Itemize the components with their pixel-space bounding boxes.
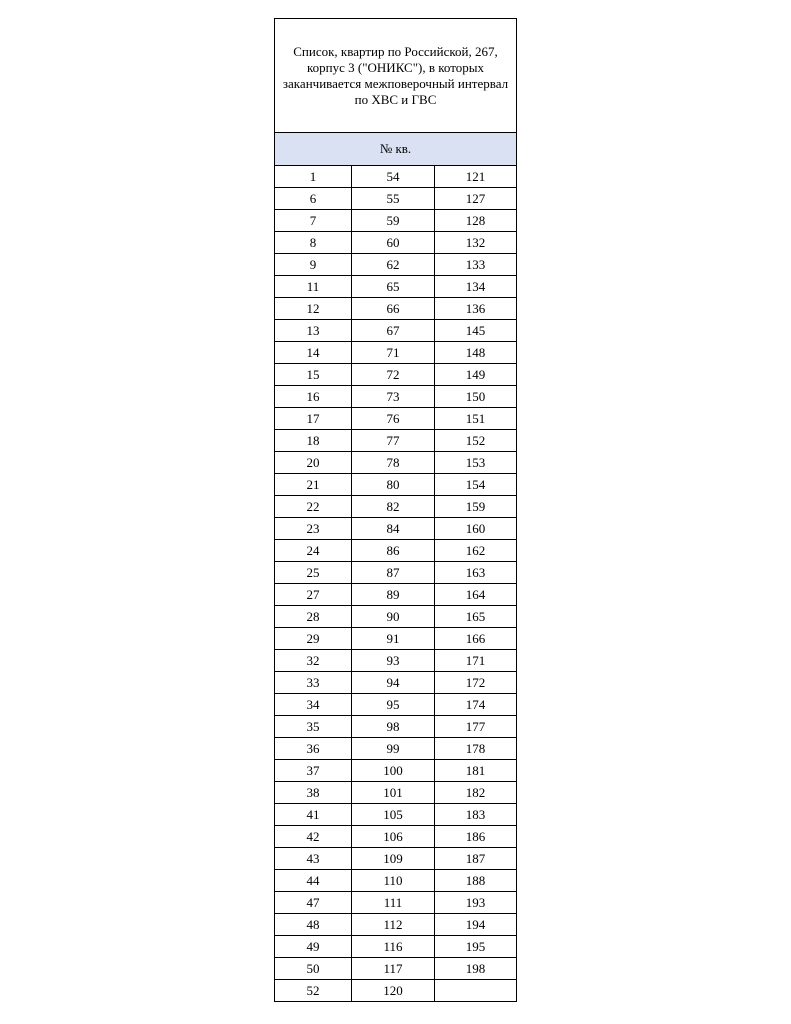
apartment-table	[274, 18, 517, 1002]
apartment-number-cell: 35	[275, 716, 352, 738]
column-header: № кв.	[275, 133, 517, 166]
table-row	[275, 716, 517, 738]
apartment-number-cell: 154	[435, 474, 517, 496]
table-row	[275, 562, 517, 584]
apartment-number-cell: 133	[435, 254, 517, 276]
table-row	[275, 232, 517, 254]
table-row	[275, 936, 517, 958]
table-row	[275, 980, 517, 1002]
apartment-number-cell: 67	[352, 320, 435, 342]
table-row	[275, 518, 517, 540]
apartment-number-cell: 134	[435, 276, 517, 298]
table-row	[275, 364, 517, 386]
apartment-number-cell: 98	[352, 716, 435, 738]
apartment-number-cell: 93	[352, 650, 435, 672]
apartment-number-cell: 66	[352, 298, 435, 320]
apartment-number-cell: 12	[275, 298, 352, 320]
apartment-table-body	[275, 19, 517, 1002]
apartment-number-cell: 91	[352, 628, 435, 650]
apartment-number-cell: 127	[435, 188, 517, 210]
apartment-number-cell: 121	[435, 166, 517, 188]
apartment-number-cell: 183	[435, 804, 517, 826]
table-row	[275, 584, 517, 606]
table-row	[275, 298, 517, 320]
apartment-number-cell: 25	[275, 562, 352, 584]
apartment-number-cell: 116	[352, 936, 435, 958]
apartment-number-cell: 87	[352, 562, 435, 584]
apartment-number-cell: 193	[435, 892, 517, 914]
apartment-number-cell: 24	[275, 540, 352, 562]
apartment-number-cell: 159	[435, 496, 517, 518]
apartment-number-cell: 182	[435, 782, 517, 804]
apartment-number-cell: 59	[352, 210, 435, 232]
apartment-number-cell: 20	[275, 452, 352, 474]
apartment-number-cell: 43	[275, 848, 352, 870]
apartment-number-cell: 80	[352, 474, 435, 496]
table-row	[275, 496, 517, 518]
apartment-number-cell: 117	[352, 958, 435, 980]
apartment-number-cell: 172	[435, 672, 517, 694]
apartment-number-cell: 22	[275, 496, 352, 518]
table-row	[275, 540, 517, 562]
apartment-number-cell: 110	[352, 870, 435, 892]
apartment-number-cell: 13	[275, 320, 352, 342]
table-row	[275, 210, 517, 232]
apartment-number-cell: 195	[435, 936, 517, 958]
apartment-number-cell: 160	[435, 518, 517, 540]
apartment-number-cell: 177	[435, 716, 517, 738]
apartment-number-cell: 28	[275, 606, 352, 628]
apartment-number-cell: 166	[435, 628, 517, 650]
apartment-number-cell: 188	[435, 870, 517, 892]
title-row	[275, 19, 517, 133]
apartment-number-cell: 54	[352, 166, 435, 188]
apartment-number-cell: 32	[275, 650, 352, 672]
apartment-number-cell: 48	[275, 914, 352, 936]
table-row	[275, 914, 517, 936]
apartment-number-cell: 34	[275, 694, 352, 716]
apartment-number-cell: 153	[435, 452, 517, 474]
table-row	[275, 254, 517, 276]
apartment-number-cell: 55	[352, 188, 435, 210]
table-row	[275, 320, 517, 342]
apartment-number-cell: 82	[352, 496, 435, 518]
table-row	[275, 694, 517, 716]
apartment-number-cell: 16	[275, 386, 352, 408]
apartment-number-cell: 11	[275, 276, 352, 298]
table-row	[275, 430, 517, 452]
apartment-number-cell: 7	[275, 210, 352, 232]
apartment-number-cell: 62	[352, 254, 435, 276]
apartment-number-cell: 198	[435, 958, 517, 980]
apartment-number-cell: 136	[435, 298, 517, 320]
apartment-number-cell: 164	[435, 584, 517, 606]
apartment-number-cell: 101	[352, 782, 435, 804]
table-row	[275, 804, 517, 826]
apartment-number-cell: 163	[435, 562, 517, 584]
apartment-number-cell: 72	[352, 364, 435, 386]
apartment-number-cell: 90	[352, 606, 435, 628]
table-row	[275, 826, 517, 848]
table-row	[275, 848, 517, 870]
apartment-number-cell: 47	[275, 892, 352, 914]
apartment-number-cell: 29	[275, 628, 352, 650]
table-row	[275, 386, 517, 408]
apartment-number-cell: 60	[352, 232, 435, 254]
apartment-number-cell: 105	[352, 804, 435, 826]
apartment-number-cell: 149	[435, 364, 517, 386]
table-row	[275, 606, 517, 628]
apartment-number-cell: 187	[435, 848, 517, 870]
apartment-number-cell: 148	[435, 342, 517, 364]
table-row	[275, 892, 517, 914]
apartment-number-cell: 152	[435, 430, 517, 452]
apartment-number-cell: 23	[275, 518, 352, 540]
apartment-number-cell: 111	[352, 892, 435, 914]
table-row	[275, 276, 517, 298]
apartment-number-cell: 44	[275, 870, 352, 892]
apartment-number-cell: 41	[275, 804, 352, 826]
apartment-number-cell: 73	[352, 386, 435, 408]
table-row	[275, 474, 517, 496]
table-row	[275, 650, 517, 672]
apartment-number-cell: 71	[352, 342, 435, 364]
apartment-number-cell: 151	[435, 408, 517, 430]
apartment-number-cell: 49	[275, 936, 352, 958]
apartment-number-cell: 89	[352, 584, 435, 606]
apartment-number-cell: 18	[275, 430, 352, 452]
apartment-number-cell: 112	[352, 914, 435, 936]
apartment-number-cell: 77	[352, 430, 435, 452]
table-row	[275, 672, 517, 694]
apartment-number-cell: 50	[275, 958, 352, 980]
apartment-number-cell: 132	[435, 232, 517, 254]
apartment-number-cell: 15	[275, 364, 352, 386]
table-row	[275, 870, 517, 892]
apartment-number-cell: 178	[435, 738, 517, 760]
table-row	[275, 782, 517, 804]
table-row	[275, 452, 517, 474]
apartment-number-cell: 95	[352, 694, 435, 716]
apartment-number-cell: 145	[435, 320, 517, 342]
apartment-number-cell: 37	[275, 760, 352, 782]
apartment-number-cell: 84	[352, 518, 435, 540]
apartment-number-cell: 27	[275, 584, 352, 606]
apartment-number-cell: 21	[275, 474, 352, 496]
table-row	[275, 958, 517, 980]
apartment-number-cell: 162	[435, 540, 517, 562]
table-row	[275, 188, 517, 210]
apartment-number-cell: 6	[275, 188, 352, 210]
table-row	[275, 628, 517, 650]
apartment-number-cell: 174	[435, 694, 517, 716]
apartment-number-cell: 36	[275, 738, 352, 760]
table-row	[275, 342, 517, 364]
apartment-number-cell: 94	[352, 672, 435, 694]
apartment-number-cell: 100	[352, 760, 435, 782]
table-row	[275, 408, 517, 430]
apartment-number-cell: 65	[352, 276, 435, 298]
apartment-number-cell: 17	[275, 408, 352, 430]
apartment-number-cell: 106	[352, 826, 435, 848]
apartment-number-cell: 42	[275, 826, 352, 848]
apartment-list-sheet	[274, 18, 516, 1002]
apartment-number-cell: 9	[275, 254, 352, 276]
table-row	[275, 166, 517, 188]
apartment-number-cell: 76	[352, 408, 435, 430]
apartment-number-cell: 165	[435, 606, 517, 628]
apartment-number-cell: 38	[275, 782, 352, 804]
apartment-number-cell: 99	[352, 738, 435, 760]
apartment-number-cell: 194	[435, 914, 517, 936]
apartment-number-cell: 86	[352, 540, 435, 562]
table-title: Список, квартир по Российской, 267, корпус 3 ("ОНИКС"), в которых заканчивается межповерочный интервал по ХВС и ГВС	[275, 19, 517, 133]
apartment-number-cell: 109	[352, 848, 435, 870]
apartment-number-cell: 1	[275, 166, 352, 188]
apartment-number-cell: 171	[435, 650, 517, 672]
apartment-number-cell: 52	[275, 980, 352, 1002]
apartment-number-cell: 8	[275, 232, 352, 254]
apartment-number-cell: 128	[435, 210, 517, 232]
apartment-number-cell: 181	[435, 760, 517, 782]
apartment-number-cell	[435, 980, 517, 1002]
apartment-number-cell: 186	[435, 826, 517, 848]
apartment-number-cell: 14	[275, 342, 352, 364]
header-row	[275, 133, 517, 166]
table-row	[275, 738, 517, 760]
apartment-number-cell: 120	[352, 980, 435, 1002]
apartment-number-cell: 78	[352, 452, 435, 474]
apartment-number-cell: 33	[275, 672, 352, 694]
apartment-number-cell: 150	[435, 386, 517, 408]
table-row	[275, 760, 517, 782]
